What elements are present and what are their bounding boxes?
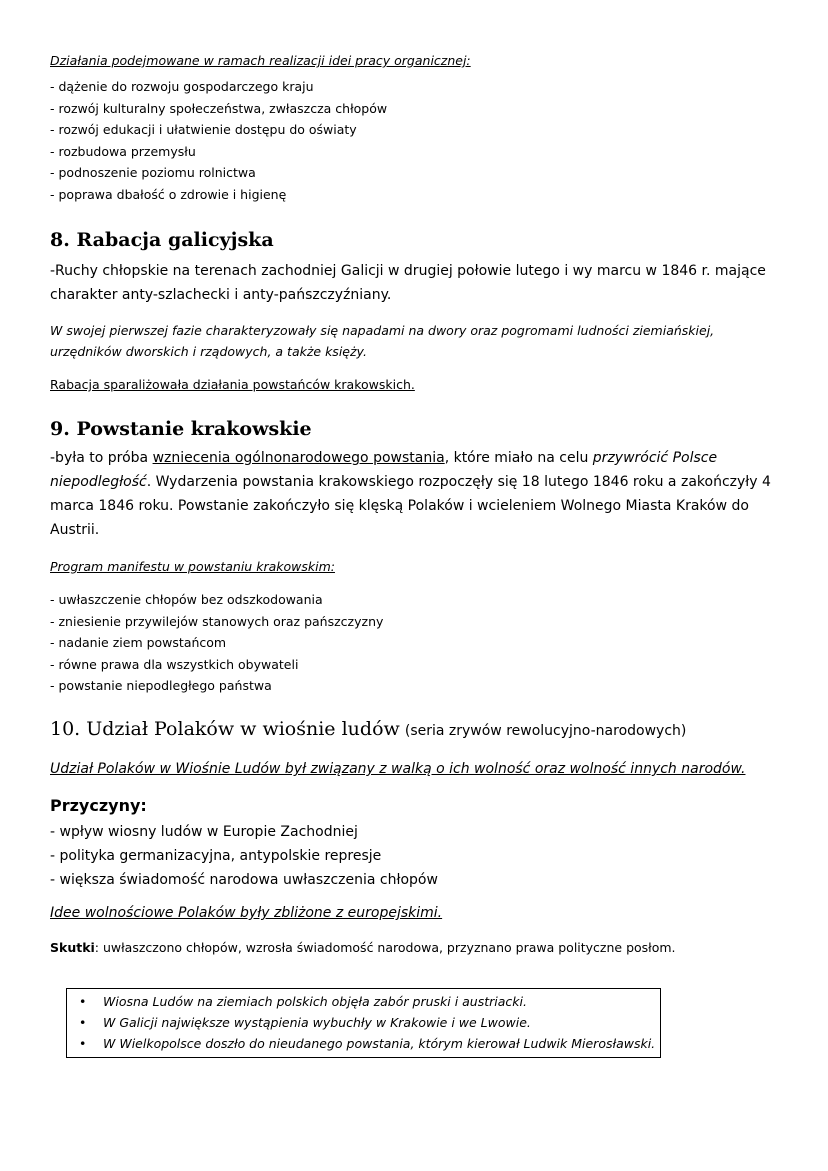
section-9-body-line: Austrii. <box>50 522 100 538</box>
section-10-title: 10. Udział Polaków w wiośnie ludów <box>50 718 400 740</box>
section-8-italic-line: W swojej pierwszej fazie charakteryzowały się napadami na dwory oraz pogromami ludności ziemiańskiej, <box>50 323 715 338</box>
list-item: - podnoszenie poziomu rolnictwa <box>50 165 256 181</box>
list-item: - większa świadomość narodowa uwłaszczenia chłopów <box>50 872 438 888</box>
list-item: - nadanie ziem powstańcom <box>50 635 227 651</box>
text-span-italic: przywrócić Polsce <box>592 450 718 466</box>
list-item: • W Galicji największe wystąpienia wybuchły w Krakowie i we Lwowie. <box>79 1012 660 1033</box>
causes-list <box>50 820 438 892</box>
summary-box <box>66 988 661 1058</box>
organic-work-list <box>50 76 387 206</box>
effects-label: Skutki <box>50 940 95 955</box>
text-span: , które miało na celu <box>444 450 593 466</box>
list-item: - poprawa dbałość o zdrowie i higienę <box>50 186 287 202</box>
list-item: • W Wielkopolsce doszło do nieudanego powstania, którym kierował Ludwik Mierosławski. <box>79 1033 660 1054</box>
section-9-title: 9. Powstanie krakowskie <box>50 418 312 440</box>
text-span: . Wydarzenia powstania krakowskiego rozpoczęły się 18 lutego 1846 roku a zakończyły 4 <box>146 474 771 490</box>
summary-bullet-list <box>67 989 660 1054</box>
list-item: - rozbudowa przemysłu <box>50 143 196 159</box>
section-8-title: 8. Rabacja galicyjska <box>50 229 274 251</box>
section-9-body-line <box>50 446 717 470</box>
list-item: - wpływ wiosny ludów w Europie Zachodniej <box>50 824 358 840</box>
section-8-body-line: charakter anty-szlachecki i anty-pańszczyźniany. <box>50 287 392 303</box>
text-span-italic: niepodległość <box>50 474 147 490</box>
list-item: - uwłaszczenie chłopów bez odszkodowania <box>50 592 323 607</box>
program-list <box>50 589 383 697</box>
section-10-subtitle: (seria zrywów rewolucyjno-narodowych) <box>404 723 687 739</box>
list-item: - polityka germanizacyjna, antypolskie represje <box>50 848 382 864</box>
section-9-body-line <box>50 470 771 494</box>
section-9-body-line: marca 1846 roku. Powstanie zakończyło się klęską Polaków i wcieleniem Wolnego Miasta Kraków do <box>50 498 749 514</box>
section-8-note: Rabacja sparaliżowała działania powstańców krakowskich. <box>50 377 415 392</box>
list-item: • Wiosna Ludów na ziemiach polskich objęła zabór pruski i austriacki. <box>79 991 660 1012</box>
section-8-italic-line: urzędników dworskich i rządowych, a także księży. <box>50 344 367 359</box>
list-item: - dążenie do rozwoju gospodarczego kraju <box>50 79 314 94</box>
list-item: - rozwój kulturalny społeczeństwa, zwłaszcza chłopów <box>50 100 388 116</box>
list-item: - rozwój edukacji i ułatwienie dostępu do oświaty <box>50 122 357 138</box>
section-10-title-line <box>50 718 686 743</box>
effects-text: : uwłaszczono chłopów, wzrosła świadomość narodowa, przyznano prawa polityczne posłom. <box>94 940 676 955</box>
text-span: -była to próba <box>50 450 153 466</box>
list-item: - równe prawa dla wszystkich obywateli <box>50 656 299 672</box>
organic-work-heading: Działania podejmowane w ramach realizacji idei pracy organicznej: <box>50 53 471 68</box>
text-span-underlined: wzniecenia ogólnonarodowego powstania <box>152 450 445 466</box>
section-8-body-line: -Ruchy chłopskie na terenach zachodniej Galicji w drugiej połowie lutego i wy marcu w 1846 r. mające <box>50 263 766 279</box>
effects-line <box>50 937 676 959</box>
section-10-lead: Udział Polaków w Wiośnie Ludów był związany z walką o ich wolność oraz wolność innych narodów. <box>50 761 746 777</box>
list-item: - zniesienie przywilejów stanowych oraz pańszczyzny <box>50 613 384 629</box>
program-heading: Program manifestu w powstaniu krakowskim: <box>50 559 335 574</box>
causes-heading: Przyczyny: <box>50 796 147 815</box>
ideas-note: Idee wolnościowe Polaków były zbliżone z europejskimi. <box>50 905 443 921</box>
list-item: - powstanie niepodległego państwa <box>50 678 272 694</box>
